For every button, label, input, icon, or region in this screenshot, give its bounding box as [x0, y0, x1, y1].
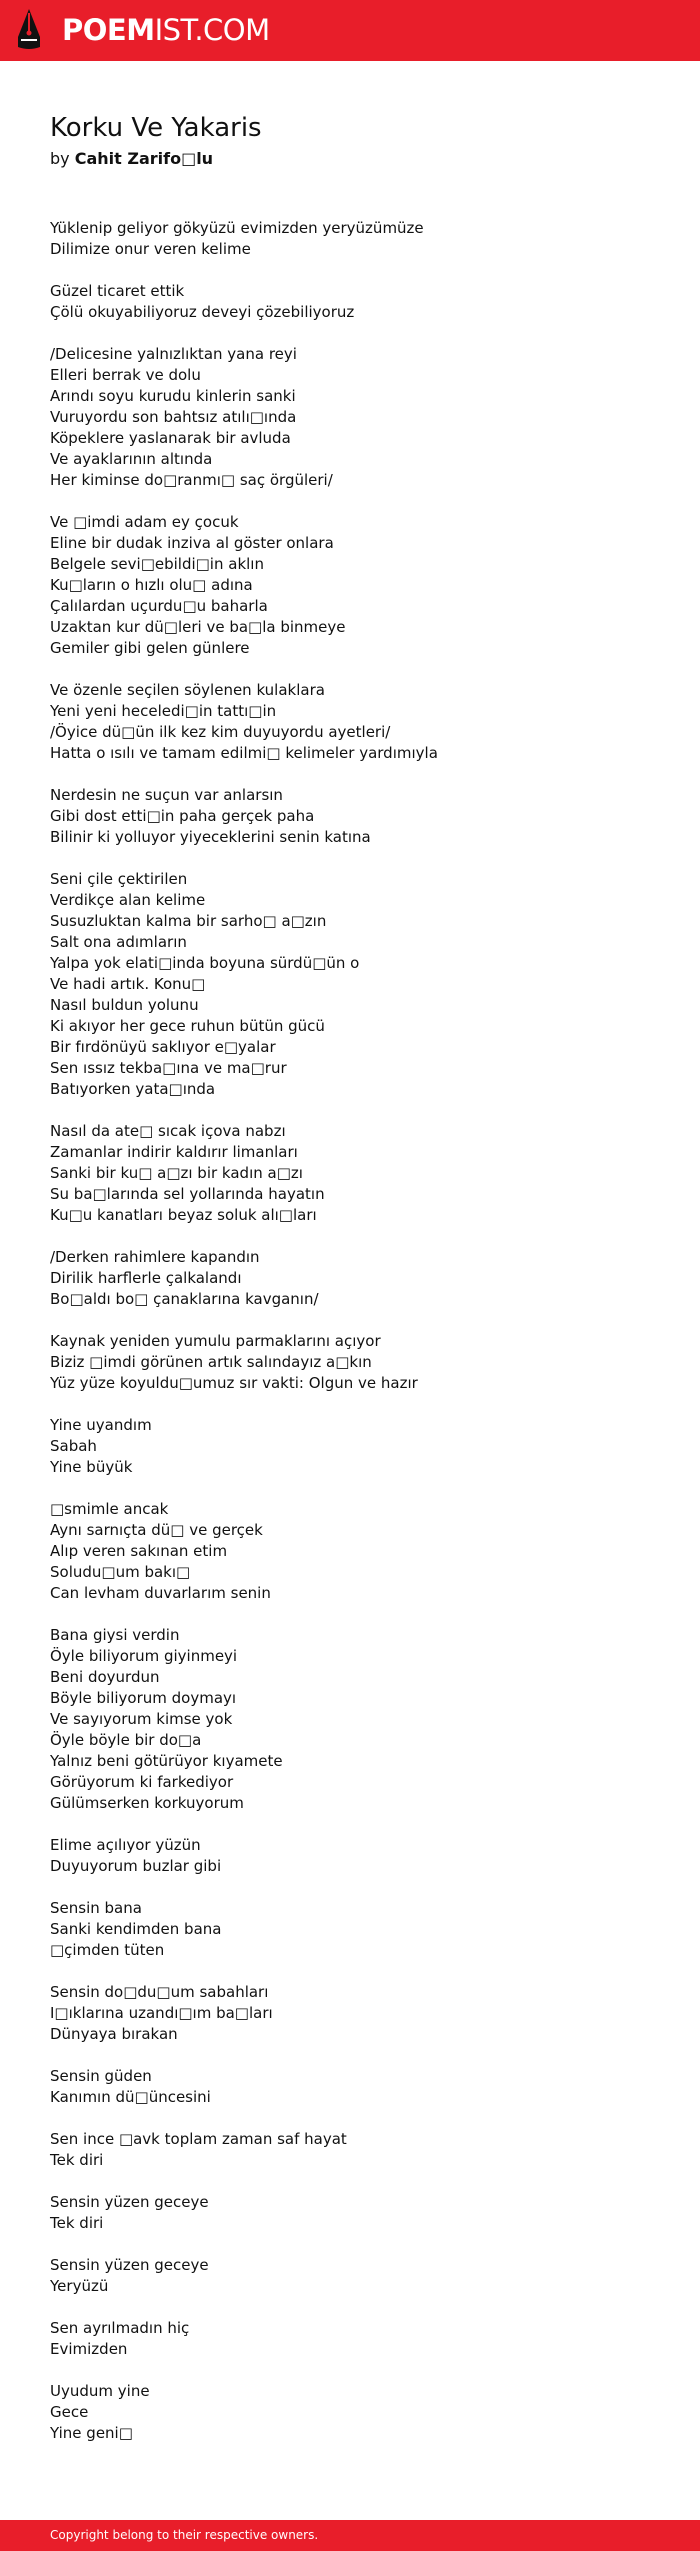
poem-stanza [50, 2129, 670, 2171]
poem-line: Biziz □imdi görünen artık salındayız a□kın [50, 1353, 372, 1371]
poem-body [50, 218, 670, 2465]
poem-line: Hatta o ısılı ve tamam edilmi□ kelimeler yardımıyla [50, 744, 438, 762]
poem-stanza [50, 2255, 670, 2297]
poem-line: Bilinir ki yolluyor yiyeceklerini senin katına [50, 828, 371, 846]
poem-line: Duyuyorum buzlar gibi [50, 1857, 222, 1875]
poem-line: Yüz yüze koyuldu□umuz sır vakti: Olgun ve hazır [50, 1374, 418, 1392]
poem-line: Ku□ların o hızlı olu□ adına [50, 576, 253, 594]
poem-stanza [50, 1835, 670, 1877]
poem-line: Sabah [50, 1437, 97, 1455]
poem-line: □smimle ancak [50, 1500, 169, 1518]
site-logo-link[interactable] [62, 13, 270, 47]
poem-line: Uzaktan kur dü□leri ve ba□la binmeye [50, 618, 346, 636]
by-label: by [50, 149, 70, 168]
poem-line: Yalnız beni götürüyor kıyamete [50, 1752, 283, 1770]
poem-line: Yeni yeni heceledi□in tattı□in [50, 702, 277, 720]
poem-line: Köpeklere yaslanarak bir avluda [50, 429, 291, 447]
poem-line: Susuzluktan kalma bir sarho□ a□zın [50, 912, 327, 930]
poem-line: Can levham duvarlarım senin [50, 1584, 271, 1602]
poem-line: Dirilik harflerle çalkalandı [50, 1269, 242, 1287]
poem-line: /Delicesine yalnızlıktan yana reyi [50, 345, 297, 363]
poem-line: Gülümserken korkuyorum [50, 1794, 244, 1812]
author-link[interactable]: Cahit Zarifo□lu [74, 149, 214, 168]
poem-line: Gibi dost etti□in paha gerçek paha [50, 807, 315, 825]
poem-line: Sen ayrılmadın hiç [50, 2319, 190, 2337]
poem-stanza [50, 869, 670, 1100]
poem-line: Ve ayaklarının altında [50, 450, 213, 468]
poem-stanza [50, 680, 670, 764]
poem-stanza [50, 1415, 670, 1478]
poem-header [50, 112, 650, 170]
logo-text-rest: IST.COM [154, 13, 270, 47]
poem-line: Yalpa yok elati□inda boyuna sürdü□ün o [50, 954, 360, 972]
poem-line: □çimden tüten [50, 1941, 165, 1959]
byline [50, 148, 650, 170]
poem-stanza [50, 1331, 670, 1394]
poem-stanza [50, 1247, 670, 1310]
poem-line: /Derken rahimlere kapandın [50, 1248, 260, 1266]
poem-line: Yine büyük [50, 1458, 133, 1476]
poem-line: Sensin bana [50, 1899, 142, 1917]
poem-line: Eline bir dudak inziva al göster onlara [50, 534, 334, 552]
poem-line: Bana giysi verdin [50, 1626, 180, 1644]
poem-line: /Öyice dü□ün ilk kez kim duyuyordu ayetleri/ [50, 723, 391, 741]
logo-text-bold: POEM [62, 13, 155, 47]
poem-stanza [50, 218, 670, 260]
poem-line: Bir fırdönüyü saklıyor e□yalar [50, 1038, 276, 1056]
poem-line: Yüklenip geliyor gökyüzü evimizden yeryüzümüze [50, 219, 424, 237]
site-header [0, 0, 700, 61]
poem-line: Öyle böyle bir do□a [50, 1731, 202, 1749]
site-footer [0, 2520, 700, 2551]
poem-line: Her kiminse do□ranmı□ saç örgüleri/ [50, 471, 333, 489]
poem-line: Nerdesin ne suçun var anlarsın [50, 786, 283, 804]
poem-stanza [50, 785, 670, 848]
poem-line: Tek diri [50, 2151, 104, 2169]
poem-line: Nasıl da ate□ sıcak içova nabzı [50, 1122, 286, 1140]
poem-line: Öyle biliyorum giyinmeyi [50, 1647, 238, 1665]
poem-stanza [50, 2192, 670, 2234]
poem-stanza [50, 2318, 670, 2360]
poem-line: Elime açılıyor yüzün [50, 1836, 201, 1854]
poem-line: Ku□u kanatları beyaz soluk alı□ları [50, 1206, 317, 1224]
poem-line: Salt ona adımların [50, 933, 187, 951]
poem-line: Görüyorum ki farkediyor [50, 1773, 234, 1791]
poem-title: Korku Ve Yakaris [50, 113, 262, 143]
poem-line: Seni çile çektirilen [50, 870, 188, 888]
poem-stanza [50, 2381, 670, 2444]
poem-line: Nasıl buldun yolunu [50, 996, 199, 1014]
poem-line: Sanki kendimden bana [50, 1920, 222, 1938]
poem-line: Gece [50, 2403, 89, 2421]
poem-line: Yine geni□ [50, 2424, 133, 2442]
poem-line: Çalılardan uçurdu□u baharla [50, 597, 268, 615]
poem-line: Çölü okuyabiliyoruz deveyi çözebiliyoruz [50, 303, 355, 321]
poem-stanza [50, 1898, 670, 1961]
poem-line: Uyudum yine [50, 2382, 150, 2400]
poem-line: Zamanlar indirir kaldırır limanları [50, 1143, 298, 1161]
poem-line: Arındı soyu kurudu kinlerin sanki [50, 387, 296, 405]
poem-stanza [50, 281, 670, 323]
poem-line: Yeryüzü [50, 2277, 109, 2295]
copyright-text: Copyright belong to their respective owners. [50, 2528, 319, 2542]
poem-stanza [50, 512, 670, 659]
poem-line: Böyle biliyorum doymayı [50, 1689, 237, 1707]
poem-line: Beni doyurdun [50, 1668, 160, 1686]
poem-line: Sensin yüzen geceye [50, 2193, 209, 2211]
poem-line: Dilimize onur veren kelime [50, 240, 251, 258]
poem-line: Gemiler gibi gelen günlere [50, 639, 250, 657]
poem-stanza [50, 1121, 670, 1226]
poem-line: Evimizden [50, 2340, 128, 2358]
poem-line: Sen ıssız tekba□ına ve ma□rur [50, 1059, 287, 1077]
poem-line: Ve sayıyorum kimse yok [50, 1710, 233, 1728]
poem-stanza [50, 1499, 670, 1604]
poem-line: Ve özenle seçilen söylenen kulaklara [50, 681, 325, 699]
poem-line: Yine uyandım [50, 1416, 152, 1434]
poem-line: Aynı sarnıçta dü□ ve gerçek [50, 1521, 263, 1539]
poem-line: Ve hadi artık. Konu□ [50, 975, 206, 993]
poem-line: Ve □imdi adam ey çocuk [50, 513, 239, 531]
poem-stanza [50, 1982, 670, 2045]
poem-line: Batıyorken yata□ında [50, 1080, 216, 1098]
poem-line: Kaynak yeniden yumulu parmaklarını açıyor [50, 1332, 381, 1350]
poem-line: Vuruyordu son bahtsız atılı□ında [50, 408, 297, 426]
poem-line: Sen ince □avk toplam zaman saf hayat [50, 2130, 347, 2148]
poem-stanza [50, 2066, 670, 2108]
poem-line: Belgele sevi□ebildi□in aklın [50, 555, 264, 573]
poem-line: Tek diri [50, 2214, 104, 2232]
poem-stanza [50, 344, 670, 491]
pen-nib-icon[interactable] [16, 9, 42, 51]
poem-line: Sensin do□du□um sabahları [50, 1983, 269, 2001]
poem-line: Soludu□um bakı□ [50, 1563, 191, 1581]
poem-line: Kanımın dü□üncesini [50, 2088, 211, 2106]
poem-line: Bo□aldı bo□ çanaklarına kavganın/ [50, 1290, 319, 1308]
poem-line: Ki akıyor her gece ruhun bütün gücü [50, 1017, 325, 1035]
poem-stanza [50, 1625, 670, 1814]
poem-line: Sensin güden [50, 2067, 152, 2085]
poem-line: Güzel ticaret ettik [50, 282, 185, 300]
poem-line: I□ıklarına uzandı□ım ba□ları [50, 2004, 273, 2022]
poem-line: Verdikçe alan kelime [50, 891, 206, 909]
poem-line: Alıp veren sakınan etim [50, 1542, 228, 1560]
poem-line: Sanki bir ku□ a□zı bir kadın a□zı [50, 1164, 303, 1182]
poem-line: Dünyaya bırakan [50, 2025, 178, 2043]
poem-line: Sensin yüzen geceye [50, 2256, 209, 2274]
poem-line: Su ba□larında sel yollarında hayatın [50, 1185, 325, 1203]
poem-line: Elleri berrak ve dolu [50, 366, 201, 384]
